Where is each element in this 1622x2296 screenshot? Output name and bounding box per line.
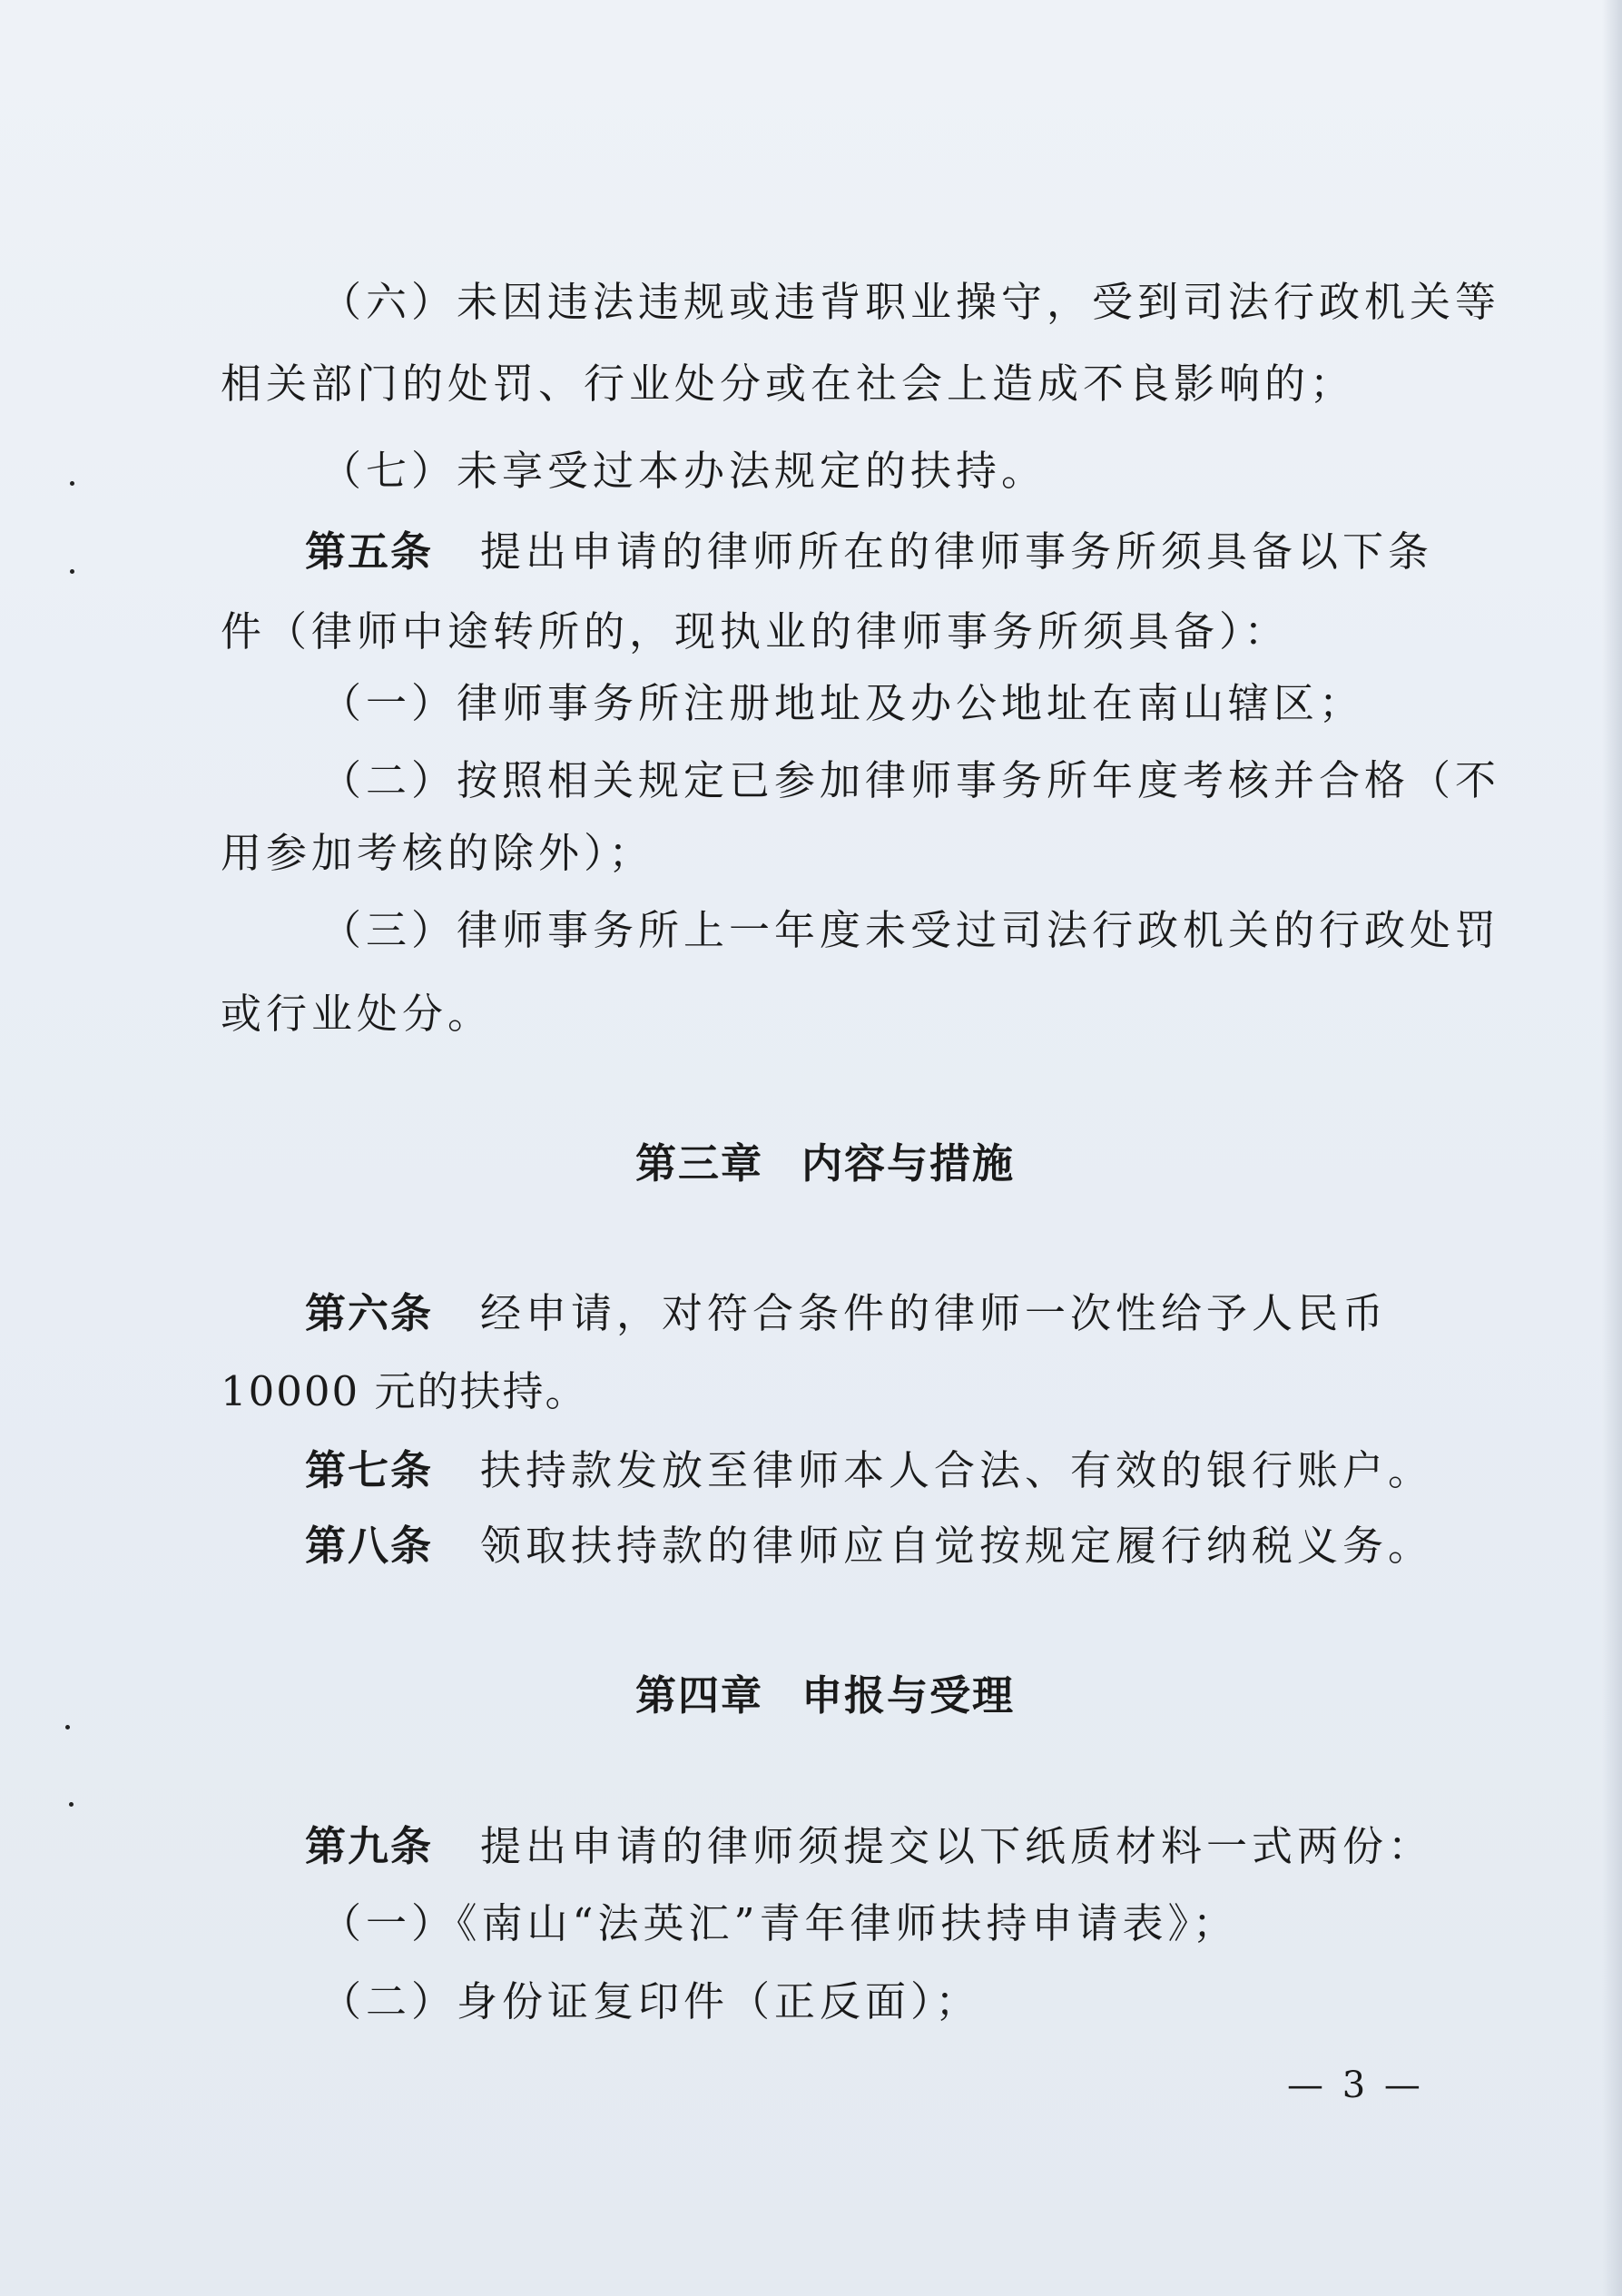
article-6-line-1 bbox=[305, 1286, 1388, 1341]
scan-speck bbox=[69, 1802, 74, 1807]
scan-speck bbox=[65, 1725, 70, 1729]
chapter-3-title: 内容与措施 bbox=[801, 1139, 1016, 1187]
item-2-line-1: （二）按照相关规定已参加律师事务所年度考核并合格（不 bbox=[320, 756, 1501, 804]
article-5-line-1 bbox=[305, 525, 1433, 579]
article-6-line-2: 10000 元的扶持。 bbox=[221, 1367, 588, 1415]
article-5-label: 第五条 bbox=[305, 527, 434, 576]
article-5-line-2: 件（律师中途转所的，现执业的律师事务所须具备）： bbox=[221, 607, 1290, 655]
scan-speck bbox=[70, 569, 74, 574]
chapter-3-number: 第三章 bbox=[635, 1139, 764, 1187]
clause-6-line-2: 相关部门的处罚、行业处分或在社会上造成不良影响的； bbox=[221, 360, 1356, 408]
item-3-line-2: 或行业处分。 bbox=[221, 990, 494, 1038]
scan-speck bbox=[70, 481, 74, 486]
chapter-4-title: 申报与受理 bbox=[801, 1671, 1016, 1720]
article-6-text: 经申请，对符合条件的律师一次性给予人民币 bbox=[480, 1289, 1389, 1337]
article-6-label: 第六条 bbox=[305, 1289, 434, 1337]
article-9-line bbox=[305, 1819, 1433, 1874]
chapter-4-number: 第四章 bbox=[635, 1671, 764, 1720]
article-7-line bbox=[305, 1444, 1433, 1498]
page-edge-shadow bbox=[1602, 0, 1622, 2296]
article-7-text: 扶持款发放至律师本人合法、有效的银行账户。 bbox=[480, 1446, 1434, 1494]
item-1-line: （一）律师事务所注册地址及办公地址在南山辖区； bbox=[320, 679, 1365, 727]
page-number: — 3 — bbox=[1287, 2064, 1424, 2106]
article-8-label: 第八条 bbox=[305, 1522, 434, 1570]
article-7-label: 第七条 bbox=[305, 1446, 434, 1494]
article-9-label: 第九条 bbox=[305, 1822, 434, 1870]
item-2-line-2: 用参加考核的除外）； bbox=[221, 829, 654, 877]
article-9-text: 提出申请的律师须提交以下纸质材料一式两份： bbox=[480, 1822, 1434, 1870]
material-1-line: （一）《南山“法英汇”青年律师扶持申请表》； bbox=[320, 1899, 1239, 1947]
article-8-text: 领取扶持款的律师应自觉按规定履行纳税义务。 bbox=[480, 1522, 1434, 1570]
chapter-3-heading bbox=[635, 1137, 1015, 1191]
article-5-text: 提出申请的律师所在的律师事务所须具备以下条 bbox=[480, 527, 1434, 576]
material-2-line: （二）身份证复印件（正反面）； bbox=[320, 1977, 981, 2025]
clause-6-line-1: （六）未因违法违规或违背职业操守，受到司法行政机关等 bbox=[320, 278, 1501, 326]
article-8-line bbox=[305, 1519, 1433, 1573]
item-3-line-1: （三）律师事务所上一年度未受过司法行政机关的行政处罚 bbox=[320, 906, 1501, 954]
clause-7-line: （七）未享受过本办法规定的扶持。 bbox=[320, 447, 1047, 495]
chapter-4-heading bbox=[635, 1669, 1015, 1723]
